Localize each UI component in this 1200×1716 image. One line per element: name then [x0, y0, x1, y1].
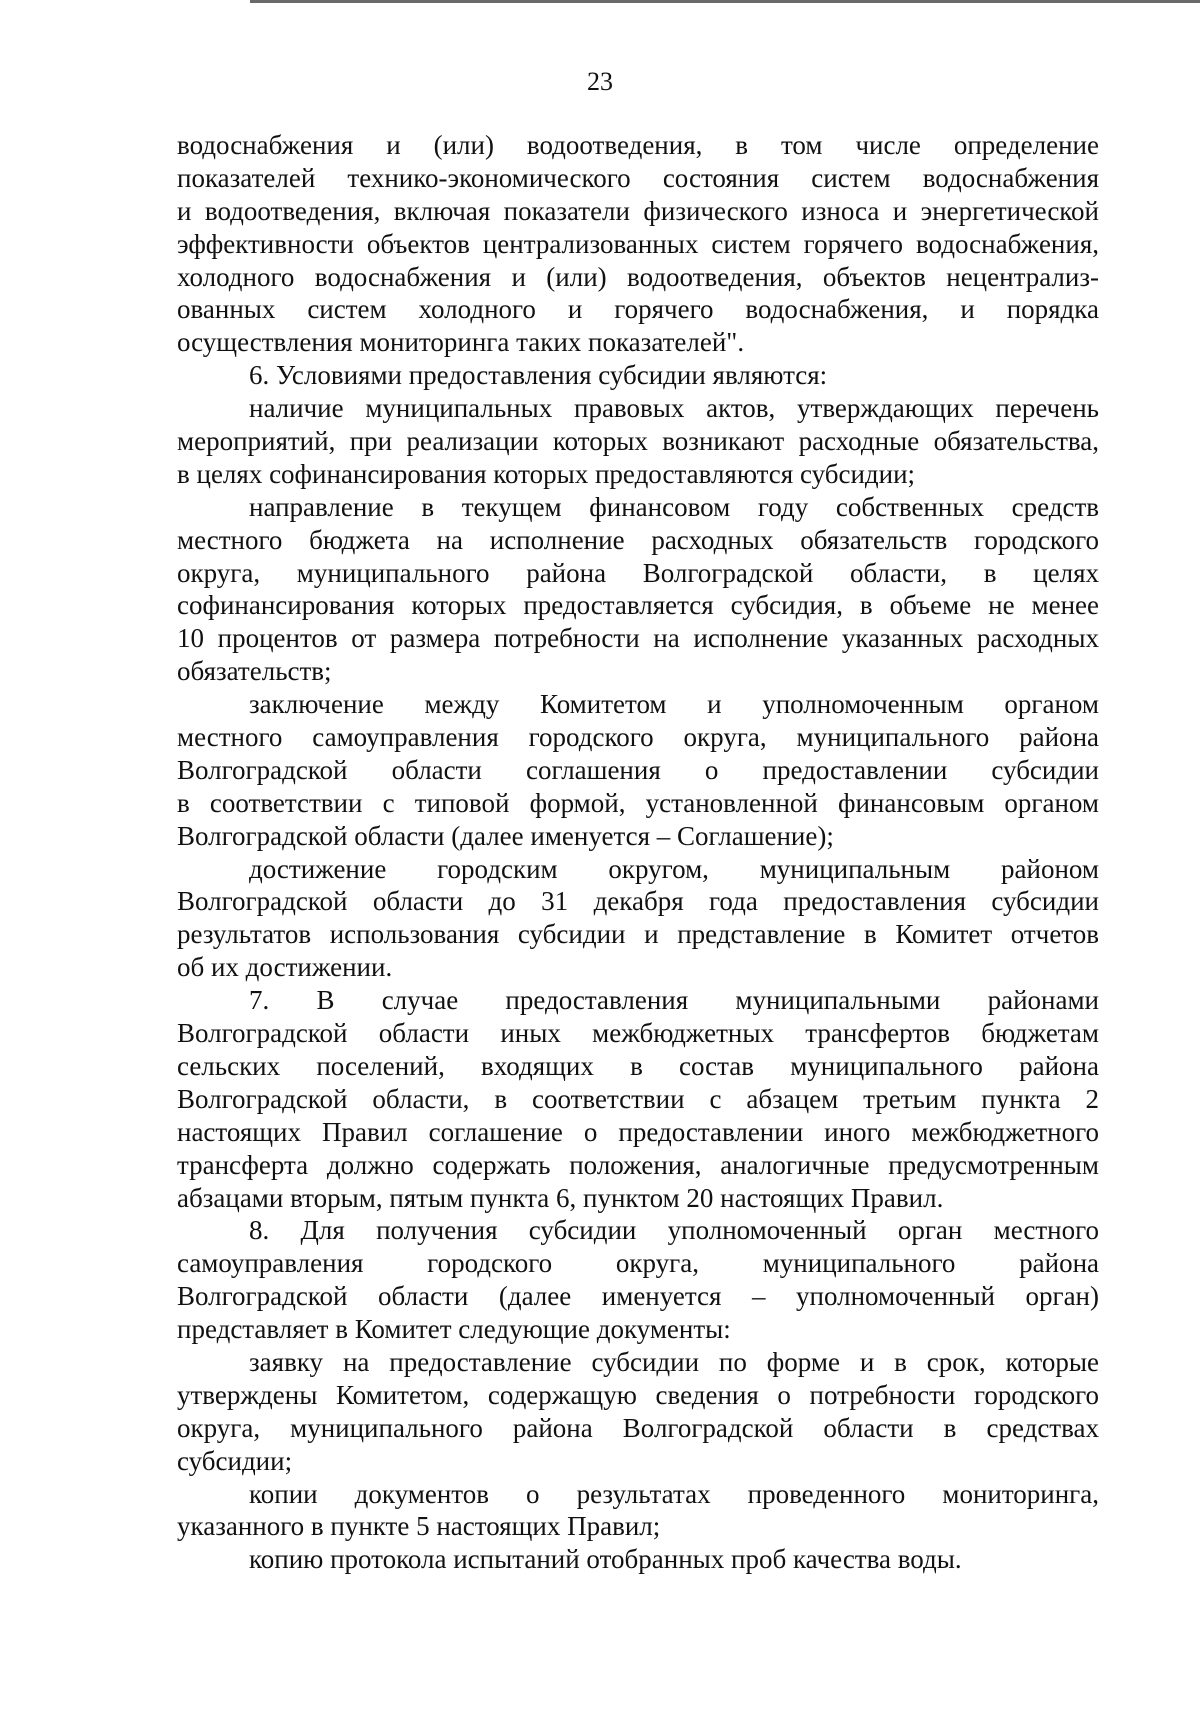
text-line: сельских поселений, входящих в состав муниципального района — [177, 1050, 1099, 1081]
text-line: результатов использования субсидии и представление в Комитет отчетов — [177, 919, 1099, 950]
text-line: в целях софинансирования которых предоставляются субсидии; — [177, 458, 916, 489]
text-line: водоснабжения и (или) водоотведения, в том числе определение — [177, 130, 1099, 160]
text-line: наличие муниципальных правовых актов, утверждающих перечень — [249, 393, 1099, 424]
text-line: эффективности объектов централизованных систем горячего водоснабжения, — [177, 228, 1099, 259]
text-line: в соответствии с типовой формой, установленной финансовым органом — [177, 787, 1099, 818]
text-line: местного бюджета на исполнение расходных обязательств городского — [177, 524, 1099, 555]
text-line: Волгоградской области иных межбюджетных трансфертов бюджетам — [177, 1018, 1099, 1049]
text-line: обязательств; — [177, 656, 332, 687]
text-line: мероприятий, при реализации которых возникают расходные обязательства, — [177, 426, 1099, 457]
text-line: 7. В случае предоставления муниципальными районами — [249, 985, 1099, 1016]
text-line: 6. Условиями предоставления субсидии являются: — [249, 360, 828, 391]
text-line: заявку на предоставление субсидии по форме и в срок, которые — [249, 1346, 1099, 1377]
page-number: 23 — [587, 67, 613, 96]
text-line: холодного водоснабжения и (или) водоотведения, объектов нецентрализ- — [177, 261, 1099, 292]
text-line: Волгоградской области до 31 декабря года предоставления субсидии — [177, 886, 1099, 917]
text-line: представляет в Комитет следующие документы: — [177, 1314, 731, 1345]
top-border-line — [250, 0, 1200, 3]
text-line: копию протокола испытаний отобранных проб качества воды. — [249, 1544, 962, 1575]
text-line: 10 процентов от размера потребности на исполнение указанных расходных — [177, 623, 1099, 654]
text-line: достижение городским округом, муниципальным районом — [249, 853, 1099, 884]
text-line: субсидии; — [177, 1445, 293, 1476]
text-line: показателей технико-экономического состояния систем водоснабжения — [177, 162, 1099, 193]
text-line: об их достижении. — [177, 952, 393, 983]
text-line: копии документов о результатах проведенного мониторинга, — [249, 1478, 1099, 1509]
text-line: указанного в пункте 5 настоящих Правил; — [177, 1511, 661, 1542]
text-line: осуществления мониторинга таких показателей". — [177, 327, 745, 358]
text-line: настоящих Правил соглашение о предоставлении иного межбюджетного — [177, 1116, 1099, 1147]
text-line: Волгоградской области, в соответствии с абзацем третьим пункта 2 — [177, 1083, 1099, 1114]
text-line: ованных систем холодного и горячего водоснабжения, и порядка — [177, 294, 1099, 325]
text-line: местного самоуправления городского округа, муниципального района — [177, 722, 1099, 753]
text-line: Волгоградской области (далее именуется – уполномоченный орган) — [177, 1281, 1099, 1312]
text-line: софинансирования которых предоставляется субсидия, в объеме не менее — [177, 590, 1099, 621]
text-line: трансферта должно содержать положения, аналогичные предусмотренным — [177, 1149, 1099, 1180]
text-line: абзацами вторым, пятым пункта 6, пунктом 20 настоящих Правил. — [177, 1182, 944, 1213]
text-line: округа, муниципального района Волгоградской области в средствах — [177, 1412, 1099, 1443]
text-line: самоуправления городского округа, муниципального района — [177, 1248, 1099, 1279]
text-line: Волгоградской области соглашения о предоставлении субсидии — [177, 754, 1099, 785]
document-body — [177, 129, 1099, 1576]
text-line: 8. Для получения субсидии уполномоченный орган местного — [249, 1215, 1099, 1246]
text-line: направление в текущем финансовом году собственных средств — [249, 491, 1099, 522]
text-line: и водоотведения, включая показатели физического износа и энергетической — [177, 195, 1099, 226]
text-line: утверждены Комитетом, содержащую сведения о потребности городского — [177, 1379, 1099, 1410]
text-line: заключение между Комитетом и уполномоченным органом — [249, 689, 1099, 720]
text-line: Волгоградской области (далее именуется – Соглашение); — [177, 820, 834, 851]
text-line: округа, муниципального района Волгоградской области, в целях — [177, 557, 1099, 588]
